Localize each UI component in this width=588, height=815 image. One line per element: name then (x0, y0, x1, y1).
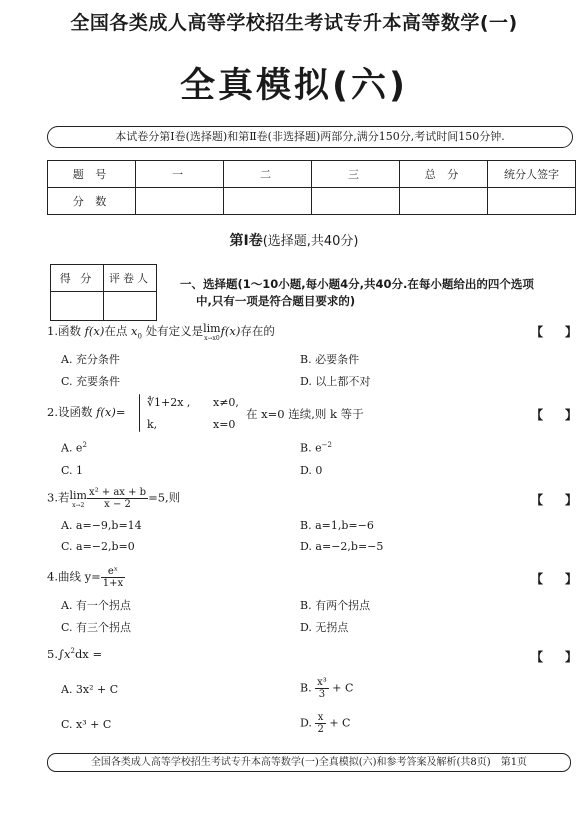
q5-prefix: 5. (47, 647, 58, 661)
bracket-open: 【 (531, 408, 544, 422)
q2-option-d[interactable]: D. 0 (300, 464, 323, 477)
q2-function: f(x)= (96, 405, 126, 419)
score-header-cell: 统分人签字 (488, 161, 576, 188)
bracket-open: 【 (531, 650, 544, 664)
q3-option-b[interactable]: B. a=1,b=−6 (300, 519, 374, 532)
q5-option-d-num: x (315, 712, 325, 724)
exam-series-title: 全国各类成人高等学校招生考试专升本高等数学(一) (70, 12, 518, 34)
answer-bracket-4 (531, 570, 577, 587)
score-header-cell: 总 分 (400, 161, 488, 188)
score-blank-cell (312, 188, 400, 215)
q1-option-b[interactable]: B. 必要条件 (300, 353, 360, 366)
q3-numerator: x² + ax + b (88, 487, 147, 498)
question-3 (47, 487, 180, 510)
score-table (47, 160, 576, 215)
q3-prefix: 3.若 (47, 490, 70, 505)
bracket-close: 】 (565, 325, 578, 339)
q5-option-b-den: 3 (318, 689, 326, 700)
q2-prefix: 2.设函数 (47, 405, 97, 419)
q5-option-d[interactable] (300, 712, 350, 735)
q2-case-2-cond: x=0 (213, 418, 236, 431)
page-footer: 全国各类成人高等学校招生考试专升本高等数学(一)全真模拟(六)和参考答案及解析(共8页) 第1页 (47, 753, 571, 772)
q2-suffix: 在 x=0 连续,则 k 等于 (246, 407, 364, 421)
q4-option-a[interactable]: A. 有一个拐点 (61, 599, 131, 612)
question-2-prefix (47, 404, 126, 420)
q5-exponent: 2 (70, 647, 75, 656)
answer-bracket-5 (531, 648, 577, 665)
q1-prefix: 1.函数 (47, 324, 85, 338)
grader-box (50, 264, 157, 321)
q1-function: f(x) (84, 324, 105, 338)
exam-notice: 本试卷分第Ⅰ卷(选择题)和第Ⅱ卷(非选择题)两部分,满分150分,考试时间150分钟. (47, 126, 573, 148)
q4-numerator: eˣ (101, 566, 125, 578)
q4-prefix: 4.曲线 y= (47, 569, 101, 584)
q1-point-sub: 0 (137, 332, 142, 341)
score-blank-cell (400, 188, 488, 215)
section-instructions (180, 276, 580, 310)
part-title (0, 230, 588, 250)
score-table-score-row (48, 188, 576, 215)
q3-option-c[interactable]: C. a=−2,b=0 (61, 540, 135, 553)
q3-option-a[interactable]: A. a=−9,b=14 (61, 519, 142, 532)
grader-blank-cell (51, 292, 104, 321)
section-line-1: 一、选择题(1～10小题,每小题4分,共40分.在每小题给出的四个选项 (180, 277, 534, 291)
answer-bracket-1 (531, 323, 577, 340)
score-header-cell: 二 (224, 161, 312, 188)
bracket-close: 】 (565, 408, 578, 422)
q1-text: 处有定义是 (141, 324, 204, 338)
q2-case-2-expr: k, (147, 418, 158, 431)
q5-option-b[interactable] (300, 677, 353, 700)
question-5 (47, 647, 102, 661)
question-4 (47, 566, 125, 589)
grader-name-label: 评卷人 (104, 265, 157, 292)
q4-option-b[interactable]: B. 有两个拐点 (300, 599, 371, 612)
q3-lim-word: lim (69, 488, 87, 502)
q4-fraction (101, 566, 125, 589)
q2-option-c[interactable]: C. 1 (61, 464, 84, 477)
q2-case-1-expr: ∜1+2x , (147, 396, 191, 409)
bracket-close: 】 (565, 572, 578, 586)
q1-lim-sub: x→x (204, 335, 216, 342)
q3-lim-sub: x→2 (72, 501, 85, 509)
part-title-main: 第Ⅰ卷 (229, 233, 263, 249)
q5-option-c[interactable]: C. x³ + C (61, 718, 112, 731)
q1-option-d[interactable]: D. 以上都不对 (300, 375, 371, 388)
bracket-close: 】 (565, 650, 578, 664)
q5-option-b-fraction (315, 677, 329, 700)
q3-limit (69, 489, 86, 509)
q5-option-b-label: B. (300, 681, 312, 695)
q2-option-b-exp: −2 (321, 441, 332, 449)
q2-option-a[interactable] (61, 441, 87, 455)
answer-bracket-2 (531, 406, 577, 423)
q1-text: 在点 (104, 324, 132, 338)
q5-option-a[interactable]: A. 3x² + C (61, 683, 119, 696)
score-blank-cell (224, 188, 312, 215)
q5-option-b-suffix: + C (332, 681, 354, 695)
answer-bracket-3 (531, 491, 577, 508)
q1-suffix: 存在的 (240, 324, 275, 338)
q5-suffix: dx = (74, 647, 103, 661)
q5-integral: ∫x (57, 647, 71, 661)
q1-lim-word: lim (203, 322, 221, 335)
bracket-open: 【 (531, 572, 544, 586)
q4-denominator: 1+x (102, 578, 124, 589)
score-header-cell: 题 号 (48, 161, 136, 188)
bracket-open: 【 (531, 493, 544, 507)
q2-option-b[interactable] (300, 441, 332, 455)
q2-option-a-text: A. e (61, 441, 83, 455)
q5-option-d-label: D. (300, 716, 312, 730)
q4-option-c[interactable]: C. 有三个拐点 (61, 621, 132, 634)
q5-option-d-fraction (315, 712, 325, 735)
q5-option-d-den: 2 (317, 724, 324, 735)
q4-option-d[interactable]: D. 无拐点 (300, 621, 349, 634)
grader-score-label: 得 分 (51, 265, 104, 292)
page-title: 全真模拟(六) (180, 66, 408, 106)
part-title-sub: (选择题,共40分) (262, 234, 359, 249)
score-header-cell: 一 (136, 161, 224, 188)
q1-limit (203, 322, 220, 342)
q2-brace (139, 394, 140, 432)
q2-option-a-exp: 2 (82, 441, 87, 449)
q1-point: x (131, 324, 138, 338)
score-row-label: 分 数 (48, 188, 136, 215)
q3-fraction (87, 487, 148, 510)
bracket-open: 【 (531, 325, 544, 339)
score-blank-cell (136, 188, 224, 215)
q3-denominator: x − 2 (104, 499, 131, 510)
grader-blank-cell (104, 292, 157, 321)
q3-suffix: =5,则 (148, 490, 181, 505)
q1-lim-function: f(x) (220, 324, 241, 338)
q5-option-d-suffix: + C (329, 716, 351, 730)
q5-option-b-num: x³ (317, 677, 327, 688)
q1-option-c[interactable]: C. 充要条件 (61, 375, 121, 388)
score-blank-cell (488, 188, 576, 215)
question-1 (47, 322, 275, 342)
q2-case-1-cond: x≠0, (213, 396, 239, 409)
q2-option-b-text: B. e (300, 441, 322, 455)
q1-option-a[interactable]: A. 充分条件 (61, 353, 120, 366)
section-line-2: 中,只有一项是符合题目要求的) (196, 294, 356, 308)
score-header-cell: 三 (312, 161, 400, 188)
q3-option-d[interactable]: D. a=−2,b=−5 (300, 540, 384, 553)
q1-lim-sub0: 0 (215, 335, 220, 342)
bracket-close: 】 (565, 493, 578, 507)
score-table-header-row (48, 161, 576, 188)
